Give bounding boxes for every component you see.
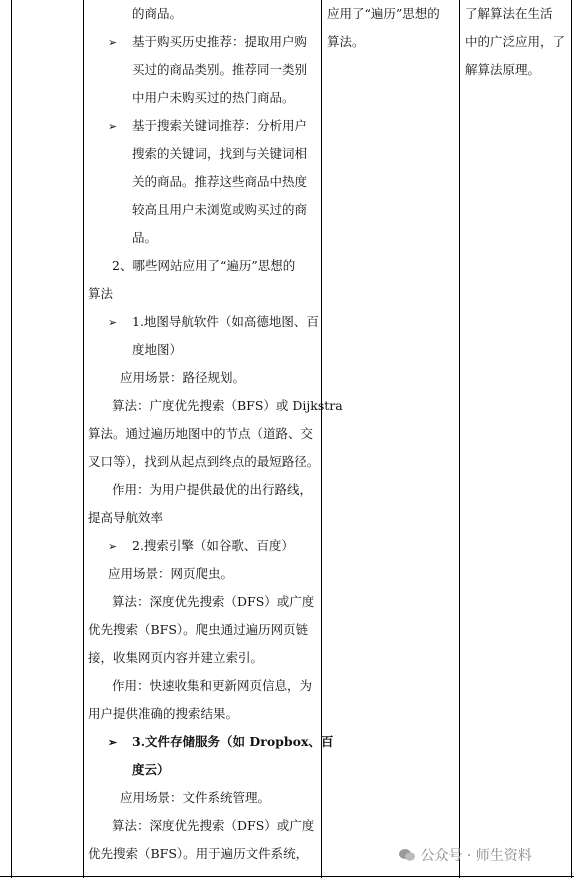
bullet-arrow-icon: ➢ xyxy=(108,316,118,329)
text-line-content: 作用：为用户提供最优的出行路线， xyxy=(112,482,313,497)
text-line: 了解算法在生活 xyxy=(465,6,553,21)
text-line-content: 基于购买历史推荐：提取用户购 xyxy=(132,34,308,49)
text-line-content: 作用：快速收集和更新网页信息，为 xyxy=(112,678,313,693)
text-line xyxy=(88,588,318,616)
table-border-right xyxy=(571,0,572,878)
text-line-content: 基于搜索关键词推荐：分析用户 xyxy=(132,118,308,133)
text-line xyxy=(88,672,318,700)
text-line-content: 2.搜索引擎（如谷歌、百度） xyxy=(132,538,294,553)
wechat-icon xyxy=(398,848,416,862)
text-line-content: 应用场景：文件系统管理。 xyxy=(120,790,271,805)
text-line-content: 用户提供准确的搜索结果。 xyxy=(88,706,239,721)
text-line-content: 接，收集网页内容并建立索引。 xyxy=(88,650,264,665)
text-line xyxy=(88,392,343,420)
table-column-divider-3 xyxy=(459,0,460,878)
text-line xyxy=(88,532,318,560)
text-line-content: 应用场景：网页爬虫。 xyxy=(108,566,234,581)
text-line xyxy=(88,784,318,812)
text-line: 中的广泛应用，了 xyxy=(465,34,566,49)
text-line xyxy=(88,308,318,336)
text-line xyxy=(88,420,318,448)
text-line xyxy=(88,476,318,504)
bullet-arrow-icon: ➢ xyxy=(108,736,118,749)
watermark-text: 公众号 · 师生资料 xyxy=(420,848,532,864)
text-line xyxy=(88,364,318,392)
text-line-content: 品。 xyxy=(132,230,158,245)
text-line-content: 2、哪些网站应用了“遍历”思想的 xyxy=(112,258,296,273)
table-column-divider-1 xyxy=(83,0,84,878)
text-line xyxy=(88,140,318,168)
text-line-content: 关的商品。推荐这些商品中热度 xyxy=(132,174,308,189)
text-line-content: 搜索的关键词，找到与关键词相 xyxy=(132,146,308,161)
text-line-content: 优先搜索（BFS）。爬虫通过遍历网页链 xyxy=(88,622,309,637)
text-line xyxy=(88,196,318,224)
text-line: 算法。 xyxy=(327,34,365,49)
text-line xyxy=(88,560,318,588)
text-line-content: 中用户未购买过的热门商品。 xyxy=(132,90,295,105)
text-line xyxy=(88,700,318,728)
text-line xyxy=(88,224,318,252)
content-column xyxy=(88,0,343,868)
text-line-content: 度地图） xyxy=(132,342,183,357)
text-line xyxy=(88,84,318,112)
text-line-content: 提高导航效率 xyxy=(88,510,164,525)
bullet-arrow-icon: ➢ xyxy=(108,36,118,49)
text-line-content: 算法 xyxy=(88,286,114,301)
method-column xyxy=(327,0,455,56)
text-line xyxy=(88,644,318,672)
text-line-content: 买过的商品类别。推荐同一类别 xyxy=(132,62,308,77)
text-line xyxy=(88,336,318,364)
text-line xyxy=(88,168,318,196)
text-line xyxy=(88,112,318,140)
bullet-arrow-icon: ➢ xyxy=(108,120,118,133)
goal-column xyxy=(465,0,567,84)
text-line-content: 3.文件存储服务（如 Dropbox、百 xyxy=(132,734,334,749)
text-line-content: 算法：广度优先搜索（BFS）或 Dijkstra xyxy=(112,398,343,413)
text-line: 解算法原理。 xyxy=(465,62,541,77)
text-line-content: 算法。通过遍历地图中的节点（道路、交 xyxy=(88,426,314,441)
text-line xyxy=(88,0,318,28)
table-bottom-border xyxy=(0,876,574,877)
text-line xyxy=(88,756,318,784)
text-line-content: 叉口等），找到从起点到终点的最短路径。 xyxy=(88,454,320,469)
text-line-content: 较高且用户未浏览或购买过的商 xyxy=(132,202,308,217)
text-line xyxy=(88,252,318,280)
text-line-content: 1.地图导航软件（如高德地图、百 xyxy=(132,314,319,329)
text-line-content: 应用场景：路径规划。 xyxy=(120,370,246,385)
text-line-content: 算法：深度优先搜索（DFS）或广度 xyxy=(112,594,315,609)
table-border-left xyxy=(11,0,12,878)
text-line-content: 的商品。 xyxy=(132,6,183,21)
text-line xyxy=(88,812,318,840)
text-line xyxy=(88,280,318,308)
text-line-content: 算法：深度优先搜索（DFS）或广度 xyxy=(112,818,315,833)
text-line xyxy=(88,616,318,644)
text-line xyxy=(88,56,318,84)
watermark xyxy=(398,845,532,865)
bullet-arrow-icon: ➢ xyxy=(108,540,118,553)
text-line: 应用了“遍历”思想的 xyxy=(327,6,440,21)
text-line xyxy=(88,448,318,476)
text-line-content: 优先搜索（BFS）。用于遍历文件系统， xyxy=(88,846,309,861)
text-line xyxy=(88,28,318,56)
text-line xyxy=(88,728,334,756)
text-line-content: 度云） xyxy=(132,762,170,777)
text-line xyxy=(88,504,318,532)
text-line xyxy=(88,840,318,868)
